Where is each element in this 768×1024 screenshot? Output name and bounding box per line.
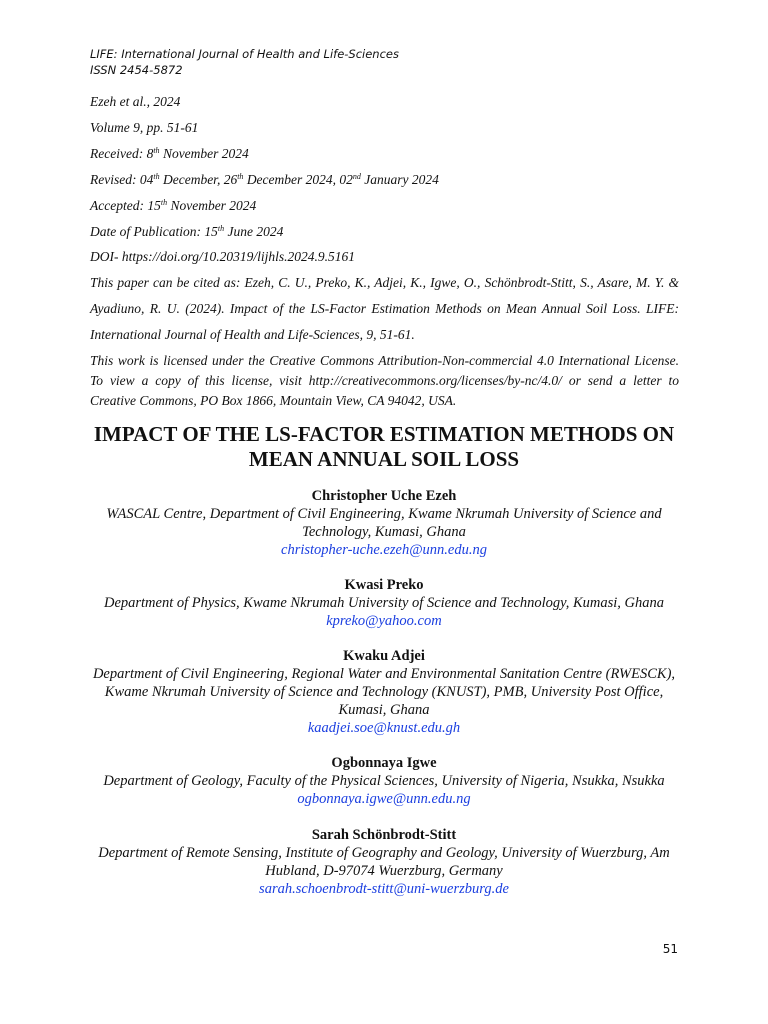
license-text: This work is licensed under the Creative Commons Attribution-Non-commercial 4.0 International License. To view a copy of this license, visit http://creativecommons.org/licenses/by-nc/4.0/ or send a letter to Creative Commons, PO Box 1866, Mountain View, CA 94042, USA. — [90, 353, 679, 408]
author-name: Kwaku Adjei — [343, 648, 425, 664]
paper-title: IMPACT OF THE LS-FACTOR ESTIMATION METHODS ON MEAN ANNUAL SOIL LOSS — [93, 422, 675, 471]
author-email-link[interactable]: sarah.schoenbrodt-stitt@uni-wuerzburg.de — [259, 881, 509, 897]
authors-short: Ezeh et al., 2024 — [90, 94, 181, 109]
author-affiliation: Department of Geology, Faculty of the Physical Sciences, University of Nigeria, Nsukka, Nsukka — [103, 773, 665, 789]
journal-name: LIFE: International Journal of Health and Life-Sciences — [90, 47, 399, 61]
author-block — [60, 576, 708, 630]
author-email-link[interactable]: kpreko@yahoo.com — [326, 613, 442, 629]
citation-text: This paper can be cited as: Ezeh, C. U., Preko, K., Adjei, K., Igwe, O., Schönbrodt-Stitt, S., Asare, M. Y. & Ayadiuno, R. U. (2024). Impact of the LS-Factor Estimation Methods on Mean Annual Soil Loss. LIFE: International Journal of Health and Life-Sciences, 9, 51-61. — [90, 275, 679, 342]
journal-header — [90, 46, 399, 78]
doi-link[interactable]: DOI- https://doi.org/10.20319/lijhls.2024.9.5161 — [90, 249, 356, 264]
author-name: Sarah Schönbrodt-Stitt — [311, 827, 457, 843]
author-block — [60, 826, 708, 898]
author-email-link[interactable]: christopher-uche.ezeh@unn.edu.ng — [281, 542, 487, 558]
author-affiliation: Department of Physics, Kwame Nkrumah University of Science and Technology, Kumasi, Ghana — [103, 595, 665, 611]
author-affiliation: WASCAL Centre, Department of Civil Engineering, Kwame Nkrumah University of Science and Technology, Kumasi, Ghana — [106, 506, 662, 540]
author-email-link[interactable]: kaadjei.soe@knust.edu.gh — [307, 720, 461, 736]
author-name: Christopher Uche Ezeh — [311, 488, 457, 504]
author-name: Kwasi Preko — [344, 577, 424, 593]
volume-pages: Volume 9, pp. 51-61 — [90, 120, 199, 135]
author-affiliation: Department of Civil Engineering, Regional Water and Environmental Sanitation Centre (RWESCK), Kwame Nkrumah University of Science and Technology (KNUST), PMB, University Post Office, Kumasi, Ghana — [92, 666, 676, 718]
author-email-link[interactable]: ogbonnaya.igwe@unn.edu.ng — [297, 791, 471, 807]
revised-date: Revised: 04th December, 26th December 2024, 02nd January 2024 — [90, 172, 439, 187]
journal-issn: ISSN 2454-5872 — [90, 63, 183, 77]
author-block — [60, 647, 708, 737]
page-number: 51 — [662, 942, 678, 956]
accepted-date: Accepted: 15th November 2024 — [90, 198, 257, 213]
received-date: Received: 8th November 2024 — [90, 146, 249, 161]
author-block — [60, 487, 708, 559]
author-affiliation: Department of Remote Sensing, Institute of Geography and Geology, University of Wuerzburg, Am Hubland, D-97074 Wuerzburg, Germany — [98, 845, 670, 879]
author-name: Ogbonnaya Igwe — [331, 755, 437, 771]
author-block — [60, 754, 708, 808]
publication-date: Date of Publication: 15th June 2024 — [90, 224, 284, 239]
